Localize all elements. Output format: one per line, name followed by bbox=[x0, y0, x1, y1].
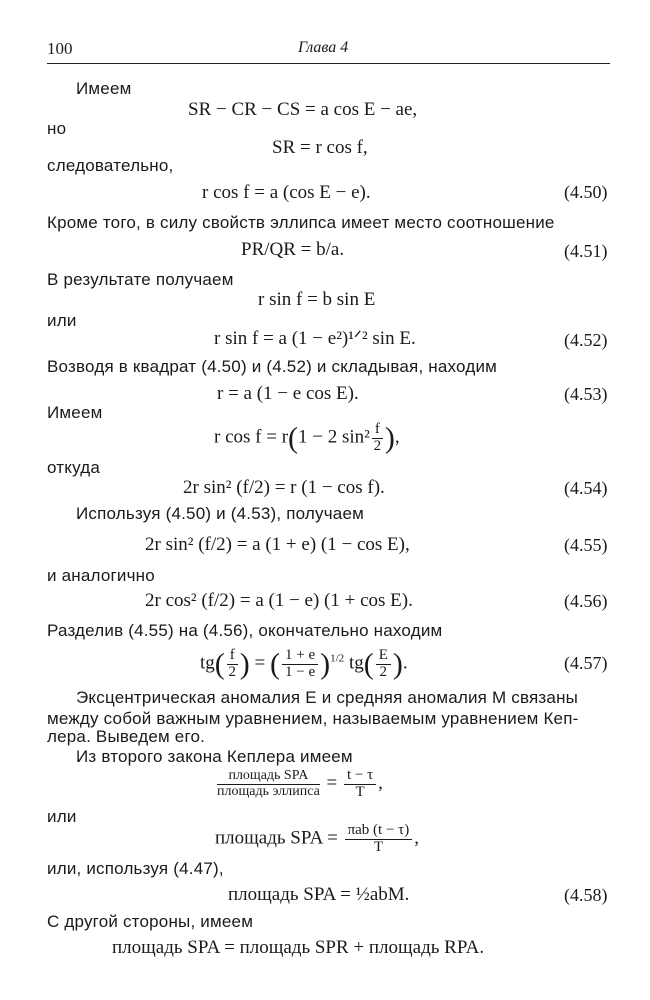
equation-number: (4.56) bbox=[564, 591, 608, 611]
left-paren: ( bbox=[270, 647, 280, 681]
equation: 2r sin² (f/2) = r (1 − cos f). bbox=[183, 477, 385, 498]
fraction bbox=[227, 648, 238, 681]
fraction bbox=[344, 768, 376, 801]
fraction-numerator: f bbox=[372, 422, 383, 439]
equation: $\frac{\text{площадь SPA}}{\text{площадь эллипса}}$ = $\frac{t - \tau}{T}$ , bbox=[217, 767, 383, 800]
equation-lhs: r cos f = r bbox=[214, 426, 289, 448]
fraction-numerator: 1 + e bbox=[282, 648, 318, 665]
tg-label: tg bbox=[200, 652, 215, 674]
fraction-denominator: T bbox=[373, 838, 383, 855]
text-line: между собой важным уравнением, называемым уравнением Кеп- bbox=[47, 709, 579, 728]
equation: r cos f = r(1 − 2 sin² $\frac{f}{2}$ ), bbox=[214, 421, 400, 455]
equation-number: (4.53) bbox=[564, 384, 608, 404]
text-line: В результате получаем bbox=[47, 270, 234, 289]
equation: площадь SPA = $\frac{\text{πab (t − τ)}}{T}$ , bbox=[215, 822, 419, 855]
header-rule bbox=[47, 63, 610, 64]
fraction-numerator: f bbox=[227, 648, 238, 665]
text-line: но bbox=[47, 119, 67, 138]
text-line: или, используя (4.47), bbox=[47, 859, 224, 878]
fraction-denominator: 1 − e bbox=[285, 663, 316, 680]
text-line: Разделив (4.55) на (4.56), окончательно находим bbox=[47, 621, 443, 640]
fraction-denominator: площадь эллипса bbox=[217, 783, 320, 799]
fraction bbox=[372, 422, 383, 455]
equation-number: (4.51) bbox=[564, 241, 608, 261]
equation-number: (4.52) bbox=[564, 330, 608, 350]
equation: r cos f = a (cos E − e). bbox=[202, 182, 371, 203]
text-line: Возводя в квадрат (4.50) и (4.52) и складывая, находим bbox=[47, 357, 498, 376]
left-paren: ( bbox=[288, 421, 299, 455]
equation: 2r cos² (f/2) = a (1 − e) (1 + cos E). bbox=[145, 590, 413, 611]
right-paren: ) bbox=[384, 421, 395, 455]
fraction-numerator: E bbox=[376, 648, 391, 665]
text-line: Имеем bbox=[76, 79, 132, 98]
page-number: 100 bbox=[47, 39, 73, 58]
fraction bbox=[345, 823, 413, 856]
equation: 2r sin² (f/2) = a (1 + e) (1 − cos E), bbox=[145, 534, 410, 555]
equation: tg( $\frac{f}{2}$ ) = ( $\frac{1 + e}{1 - e}$ )$^{1/2}$ tg( $\frac{E}{2}$ ). bbox=[200, 647, 408, 681]
text-line: С другой стороны, имеем bbox=[47, 912, 254, 931]
text-line: Имеем bbox=[47, 403, 103, 422]
equation-number: (4.54) bbox=[564, 478, 608, 498]
text-line: или bbox=[47, 807, 77, 826]
fraction-numerator: t − τ bbox=[344, 768, 376, 785]
equation: площадь SPA = площадь SPR + площадь RPA. bbox=[112, 937, 485, 958]
fraction-denominator: 2 bbox=[228, 663, 237, 680]
text-line: Из второго закона Кеплера имеем bbox=[76, 747, 353, 766]
fraction bbox=[282, 648, 318, 681]
text-line: Эксцентрическая аномалия E и средняя аномалия M связаны bbox=[76, 688, 579, 707]
text-line: откуда bbox=[47, 458, 101, 477]
fraction bbox=[376, 648, 391, 681]
exponent: 1/2 bbox=[330, 652, 345, 665]
equation: r sin f = a (1 − e²)¹ᐟ² sin E. bbox=[214, 328, 416, 349]
equation-number: (4.50) bbox=[564, 182, 608, 202]
equation-lhs: площадь SPA = bbox=[215, 827, 338, 849]
fraction-denominator: T bbox=[355, 783, 365, 800]
fraction-denominator: 2 bbox=[373, 437, 382, 454]
equation-number: (4.58) bbox=[564, 885, 608, 905]
equation-number: (4.55) bbox=[564, 535, 608, 555]
equation: площадь SPA = ½abM. bbox=[228, 884, 410, 905]
fraction-denominator: 2 bbox=[379, 663, 388, 680]
text-line: Используя (4.50) и (4.53), получаем bbox=[76, 504, 364, 523]
text-line: и аналогично bbox=[47, 566, 155, 585]
fraction-numerator: площадь SPA bbox=[217, 769, 320, 785]
chapter-title: Глава 4 bbox=[298, 39, 349, 56]
tg-label: tg bbox=[348, 652, 364, 674]
equation: PR/QR = b/a. bbox=[241, 239, 345, 260]
equation: r sin f = b sin E bbox=[258, 289, 376, 310]
text-line: или bbox=[47, 311, 77, 330]
fraction-numerator: πab (t − τ) bbox=[345, 823, 413, 840]
equation: SR − CR − CS = a cos E − ae, bbox=[188, 99, 418, 120]
right-paren: ) bbox=[320, 647, 331, 681]
left-paren: ( bbox=[363, 647, 374, 681]
right-paren: ) bbox=[392, 647, 403, 681]
equation-number: (4.57) bbox=[564, 653, 608, 673]
equation: r = a (1 − e cos E). bbox=[217, 383, 359, 404]
text-line: следовательно, bbox=[47, 156, 174, 175]
right-paren: ) bbox=[239, 647, 250, 681]
equation-inner: 1 − 2 sin² bbox=[298, 426, 370, 448]
text-line: лера. Выведем его. bbox=[47, 727, 206, 746]
text-line: Кроме того, в силу свойств эллипса имеет место соотношение bbox=[47, 213, 555, 232]
left-paren: ( bbox=[214, 647, 225, 681]
fraction bbox=[217, 769, 320, 799]
equation: SR = r cos f, bbox=[272, 137, 368, 158]
